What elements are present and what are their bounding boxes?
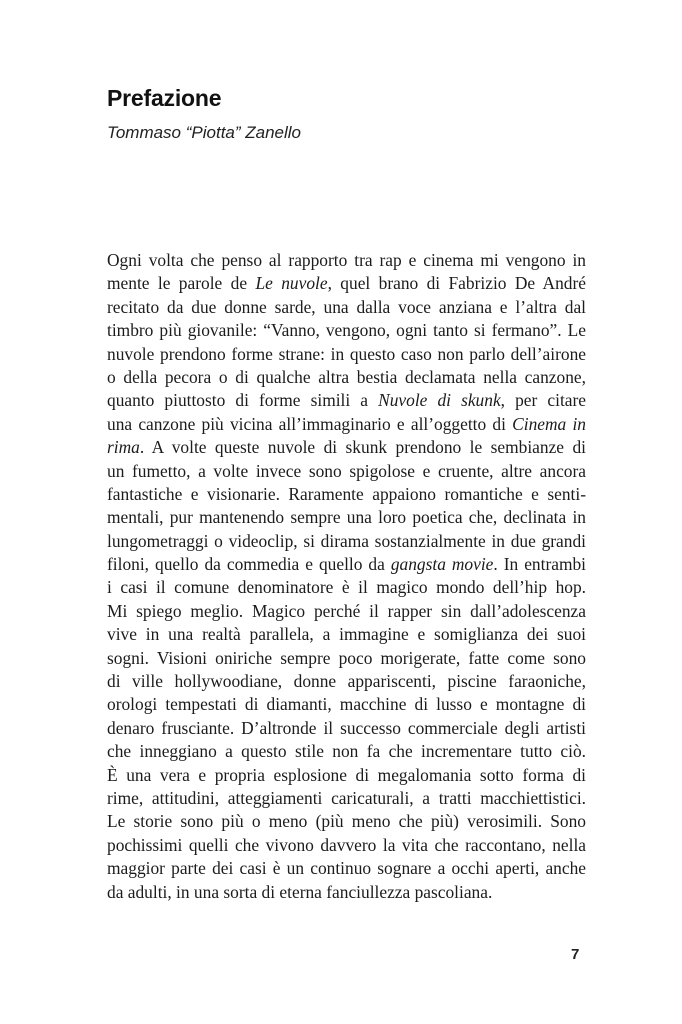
text-line xyxy=(107,389,586,412)
text-line xyxy=(107,670,586,693)
text-segment: Ogni volta che penso al rapporto tra rap e cinema mi vengono in xyxy=(107,250,586,270)
text-line xyxy=(107,343,586,366)
text-line xyxy=(107,693,586,716)
text-line xyxy=(107,319,586,342)
text-segment: o della pecora o di qualche altra bestia declamata nella canzone, xyxy=(107,366,586,387)
text-segment: un fumetto, a volte invece sono spigolose e cruente, altre ancora xyxy=(107,460,586,481)
text-line xyxy=(107,436,586,459)
italic-title: Le nuvole xyxy=(255,273,328,294)
text-line xyxy=(107,881,586,904)
italic-title: Nuvole di skunk xyxy=(378,390,501,411)
text-segment: Mi spiego meglio. Magico perché il rapper sin dall’adolescenza xyxy=(107,600,586,621)
text-segment: . In entrambi xyxy=(493,554,587,575)
italic-title: gangsta movie xyxy=(390,554,494,575)
text-line xyxy=(107,834,586,857)
text-line xyxy=(107,530,586,553)
italic-title: Cinema in xyxy=(512,413,587,434)
text-segment: sogni. Visioni oniriche sempre poco morigerate, fatte come sono xyxy=(107,647,586,668)
text-line xyxy=(107,576,586,599)
text-segment: i casi il comune denominatore è il magico mondo dell’hip hop. xyxy=(107,577,586,598)
text-segment: , quel brano di Fabrizio De André xyxy=(327,273,587,294)
text-segment: che inneggiano a questo stile non fa che incrementare tutto ciò. xyxy=(107,741,586,762)
text-segment: denaro frusciante. D’altronde il successo commerciale degli artisti xyxy=(107,717,586,738)
text-segment: una canzone più vicina all’immaginario e all’oggetto di xyxy=(107,413,513,434)
text-line xyxy=(107,296,586,319)
text-line xyxy=(107,600,586,623)
text-segment: È una vera e propria esplosione di megalomania sotto forma di xyxy=(107,764,586,785)
text-line xyxy=(107,460,586,483)
text-segment: pochissimi quelli che vivono davvero la vita che raccontano, nella xyxy=(107,834,586,855)
text-segment: recitato da due donne sarde, una dalla voce anziana e l’altra dal xyxy=(107,296,586,317)
text-line xyxy=(107,272,586,295)
text-line xyxy=(107,483,586,506)
text-segment: quanto piuttosto di forme simili a xyxy=(107,390,379,411)
text-line xyxy=(107,787,586,810)
text-line xyxy=(107,810,586,833)
text-line xyxy=(107,764,586,787)
text-line xyxy=(107,623,586,646)
italic-title: rima xyxy=(107,437,140,458)
text-line xyxy=(107,553,586,576)
text-segment: , per citare xyxy=(500,390,587,411)
text-segment: orologi tempestati di diamanti, macchine di lusso e montagne di xyxy=(107,694,586,715)
text-line xyxy=(107,717,586,740)
body-paragraph xyxy=(107,249,586,904)
text-segment: timbro più giovanile: “Vanno, vengono, ogni tanto si fermano”. Le xyxy=(107,320,586,341)
text-line xyxy=(107,647,586,670)
text-segment: rime, attitudini, atteggiamenti caricaturali, a tratti macchiettistici. xyxy=(107,787,586,808)
text-segment: maggior parte dei casi è un continuo sognare a occhi aperti, anche xyxy=(107,858,586,879)
text-line xyxy=(107,740,586,763)
text-segment: lungometraggi o videoclip, si dirama sostanzialmente in due grandi xyxy=(107,530,586,551)
text-line xyxy=(107,249,586,272)
text-line xyxy=(107,366,586,389)
text-segment: . A volte queste nuvole di skunk prendono le sembianze di xyxy=(139,437,586,458)
text-segment: nuvole prendono forme strane: in questo caso non parlo dell’airone xyxy=(107,343,586,364)
text-segment: mente le parole de xyxy=(107,273,256,294)
text-segment: mentali, pur mantenendo sempre una loro poetica che, declinata in xyxy=(107,507,586,528)
text-line xyxy=(107,413,586,436)
page-number: 7 xyxy=(571,946,580,963)
text-segment: fantastiche e visionarie. Raramente appaiono romantiche e senti- xyxy=(107,483,586,504)
text-segment: vive in una realtà parallela, a immagine e somiglianza dei suoi xyxy=(107,624,586,645)
text-segment: da adulti, in una sorta di eterna fanciullezza pascoliana. xyxy=(107,881,493,902)
text-line xyxy=(107,857,586,880)
text-segment: di ville hollywoodiane, donne appariscenti, piscine faraoniche, xyxy=(107,671,586,692)
text-line xyxy=(107,506,586,529)
text-segment: filoni, quello da commedia e quello da xyxy=(107,554,391,575)
chapter-title: Prefazione xyxy=(107,85,222,111)
text-segment: Le storie sono più o meno (più meno che più) verosimili. Sono xyxy=(107,811,586,832)
chapter-author: Tommaso “Piotta” Zanello xyxy=(107,123,302,142)
